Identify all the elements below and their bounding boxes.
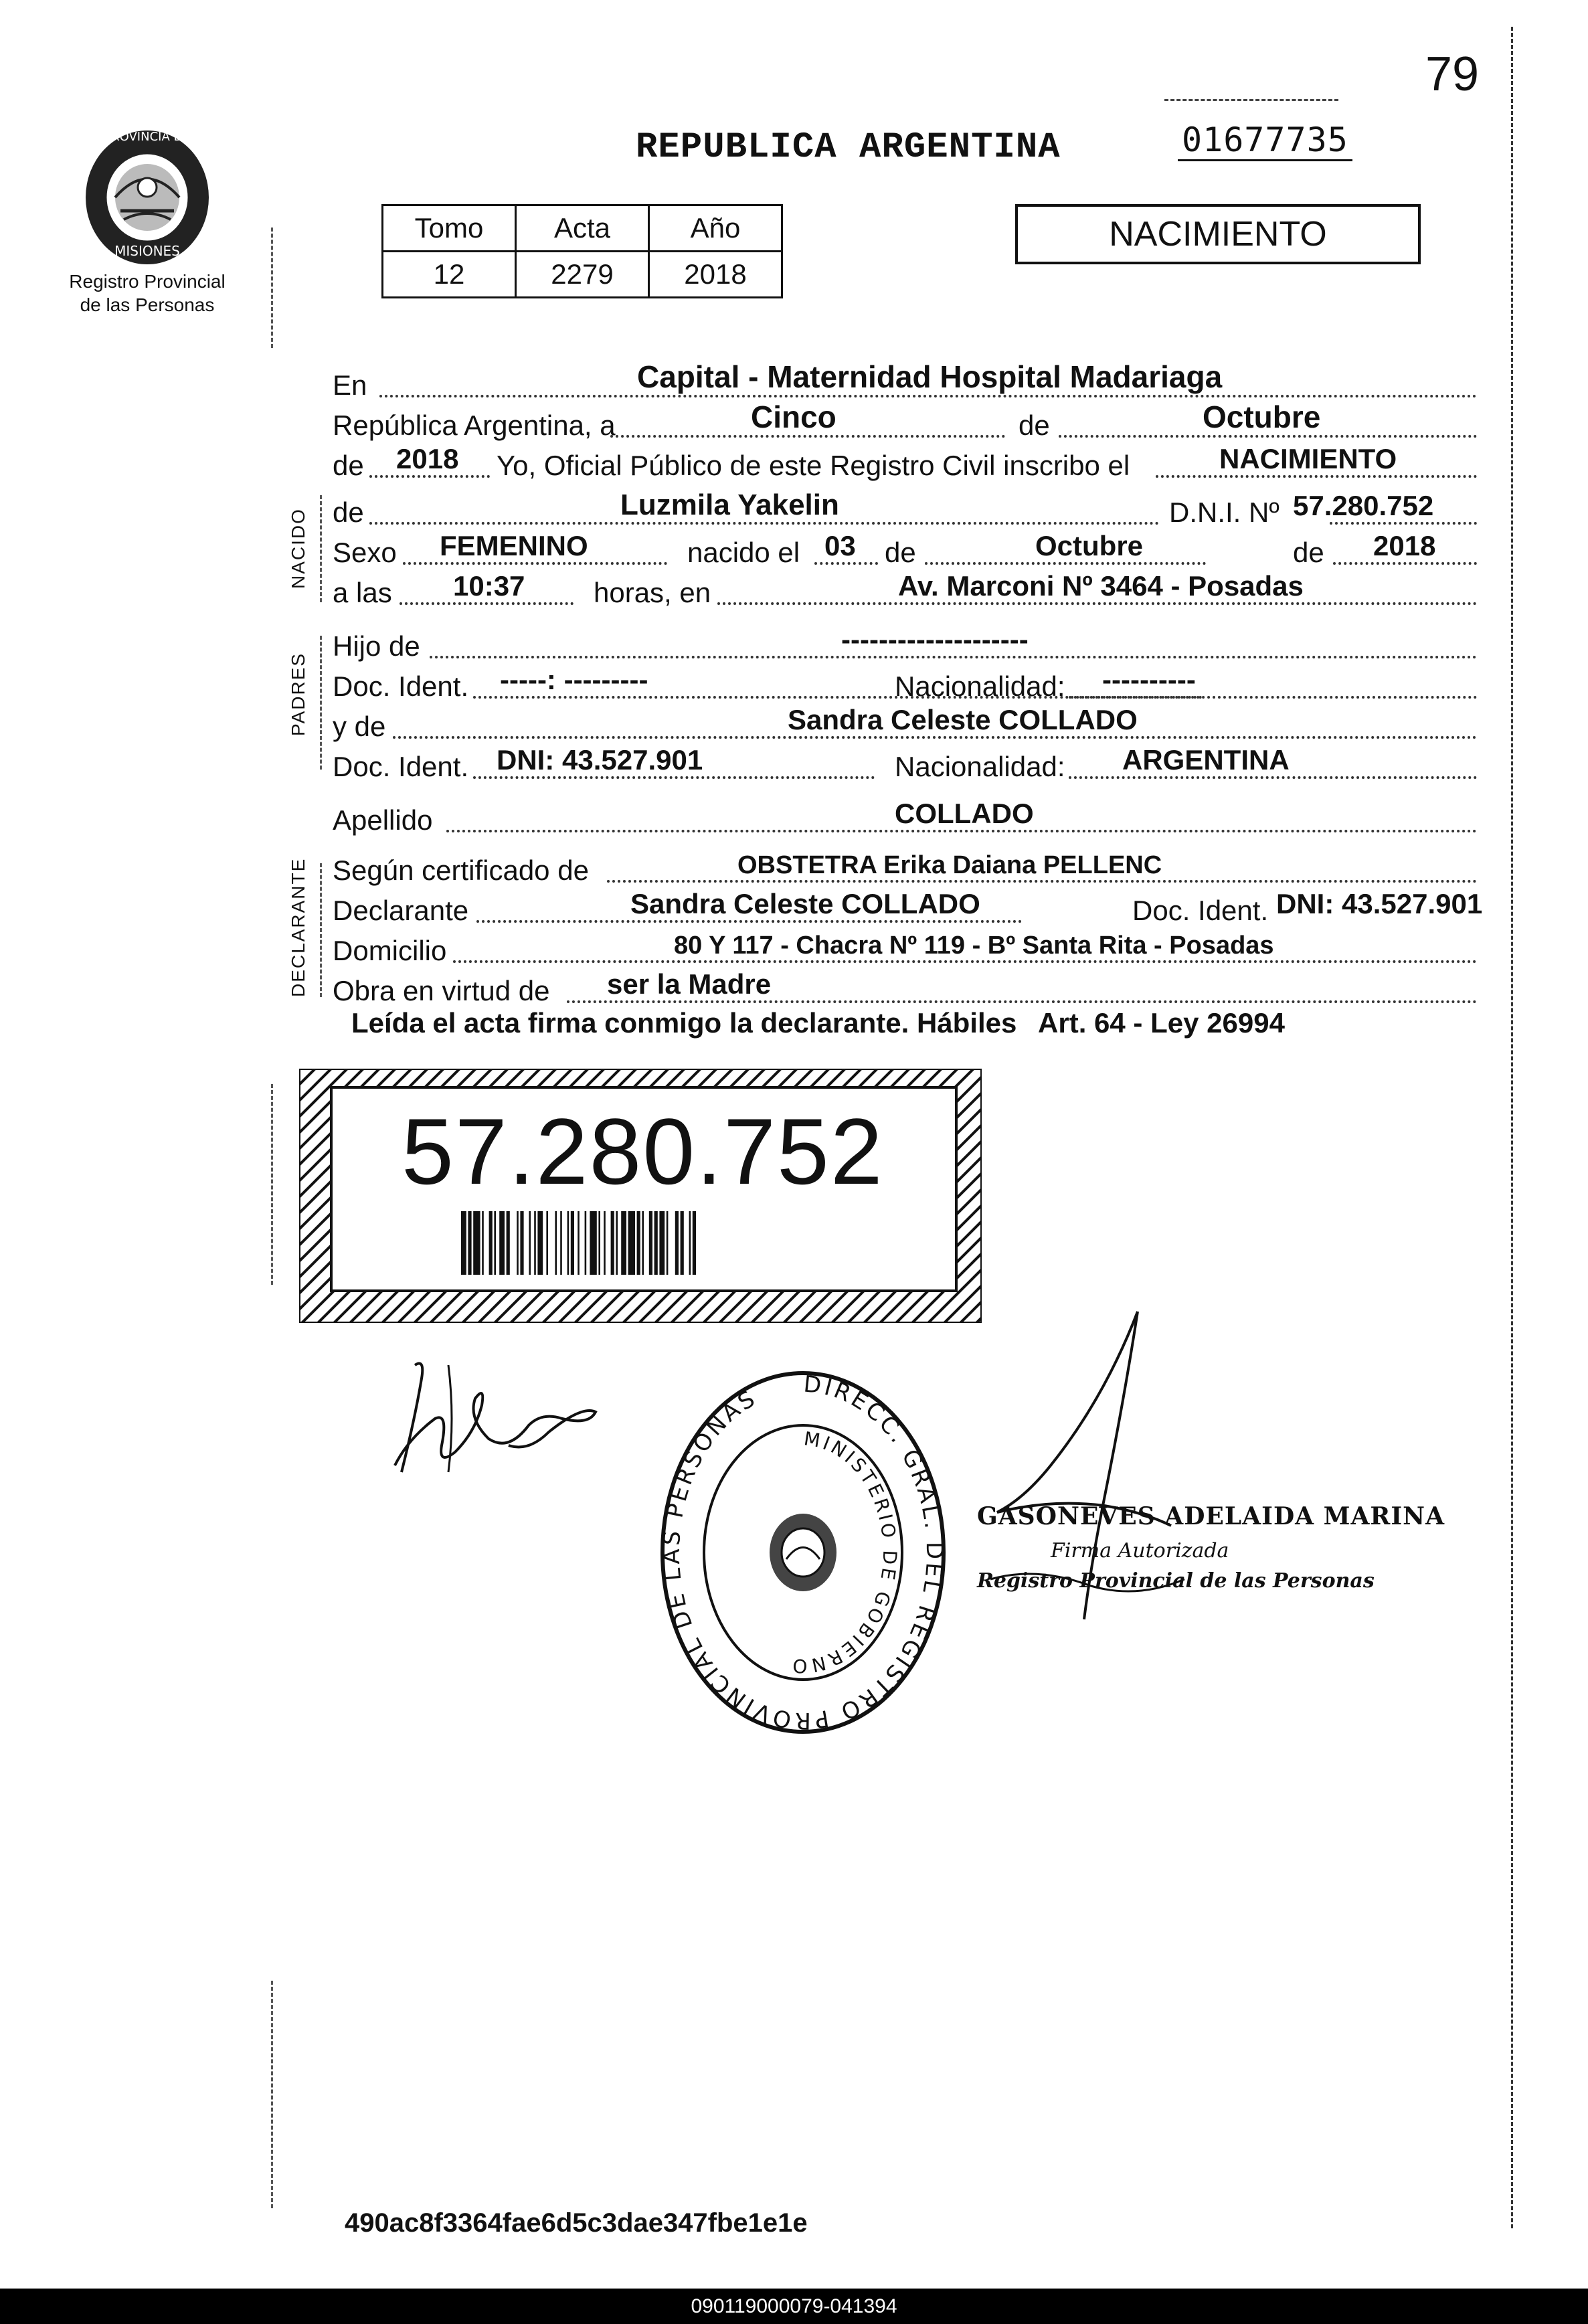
label-declarante: Declarante (333, 895, 469, 926)
label-nacionalidad-mother: Nacionalidad: (895, 751, 1065, 782)
label-nacionalidad-father: Nacionalidad: (895, 671, 1065, 702)
barcode-bar (534, 1211, 536, 1275)
label-nacido-el: nacido el (687, 537, 800, 568)
serial-number: 01677735 (1178, 120, 1352, 161)
dotted-line (1330, 522, 1477, 525)
label-de-month: de (1019, 410, 1050, 441)
barcode-bar (499, 1211, 505, 1275)
value-inscription: NACIMIENTO (1219, 443, 1397, 474)
label-declarant-doc: Doc. Ident. (1132, 895, 1269, 926)
record-type-box: NACIMIENTO (1015, 204, 1421, 264)
value-birth-year: 2018 (1373, 530, 1436, 561)
dotted-line (393, 736, 1477, 739)
barcode-bar (667, 1211, 669, 1275)
value-father-nationality: ---------- (1102, 664, 1196, 695)
form-row-father-doc (333, 662, 1488, 703)
dotted-line (1069, 696, 1477, 699)
dotted-line (430, 656, 1477, 658)
barcode-bar (654, 1211, 658, 1275)
record-table-header-row (383, 205, 782, 252)
label-obra: Obra en virtud de (333, 975, 550, 1006)
org-line-1: Registro Provincial (69, 271, 226, 292)
value-place: Capital - Maternidad Hospital Madariaga (637, 359, 1223, 394)
form-row-address (333, 927, 1488, 967)
form-row-time (333, 569, 1488, 609)
stamp-official-name: GASONEVES ADELAIDA MARINA (977, 1502, 1445, 1530)
barcode-bar (567, 1211, 569, 1275)
record-table-header: Año (649, 205, 782, 252)
seal-inner-text: MINISTERIO DE GOBIERNO (789, 1427, 901, 1678)
signature-official (970, 1298, 1225, 1646)
barcode-bar (681, 1211, 684, 1275)
value-birth-day: 03 (824, 530, 856, 561)
value-certificate-by: OBSTETRA Erika Daiana PELLENC (737, 851, 1162, 879)
left-margin-dash (271, 1084, 273, 1285)
barcode-icon (458, 1211, 833, 1275)
barcode-bar (611, 1211, 614, 1275)
barcode-bar (659, 1211, 665, 1275)
label-republica: República Argentina, a (333, 410, 616, 441)
barcode-bar (649, 1211, 652, 1275)
barcode-bar (555, 1211, 557, 1275)
label-de-birth-1: de (885, 537, 916, 568)
dni-sticker-number: 57.280.752 (402, 1099, 884, 1204)
label-apellido: Apellido (333, 804, 433, 836)
label-y-de: y de (333, 711, 386, 742)
dotted-line (476, 920, 1022, 923)
value-address: 80 Y 117 - Chacra Nº 119 - Bº Santa Rita - Posadas (674, 931, 1274, 960)
label-de-name: de (333, 497, 364, 528)
value-month: Octubre (1203, 399, 1321, 434)
barcode-bar (461, 1211, 466, 1275)
value-declarant: Sandra Celeste COLLADO (630, 888, 980, 919)
value-surname: COLLADO (895, 798, 1034, 829)
dotted-line (1333, 562, 1477, 565)
label-oficial: Yo, Oficial Público de este Registro Civil inscribo el (497, 450, 1130, 481)
barcode-bar (604, 1211, 606, 1275)
barcode-bar (578, 1211, 580, 1275)
country-title: REPUBLICA ARGENTINA (636, 127, 1061, 168)
closing-text: Leída el acta firma conmigo la declarante. Hábiles (351, 1007, 1017, 1039)
side-rule-padres (320, 636, 322, 770)
barcode-bar (621, 1211, 626, 1275)
dotted-line (379, 395, 1477, 397)
label-hijo-de: Hijo de (333, 630, 420, 662)
barcode-bar (489, 1211, 493, 1275)
org-line-2: de las Personas (80, 294, 215, 315)
barcode-bar (520, 1211, 523, 1275)
record-table-value-row (383, 252, 782, 298)
stamp-official-org: Registro Provincial de las Personas (977, 1569, 1375, 1593)
record-table-cell: 2279 (516, 252, 649, 298)
dotted-line (369, 522, 1159, 525)
value-declarant-doc: DNI: 43.527.901 (1276, 888, 1483, 919)
form-row-child-name (333, 488, 1488, 529)
value-birth-time: 10:37 (453, 570, 525, 602)
barcode-bar (494, 1211, 496, 1275)
side-label-declarante: DECLARANTE (288, 857, 308, 997)
official-seal (656, 1365, 950, 1740)
form-row-sex (333, 529, 1488, 569)
page-number: 79 (1425, 48, 1480, 101)
form-row-surname (333, 796, 1488, 836)
form-row-mother-doc (333, 743, 1488, 783)
value-child-name: Luzmila Yakelin (620, 488, 839, 521)
label-horas-en: horas, en (594, 577, 711, 608)
barcode-bar (473, 1211, 480, 1275)
side-label-nacido: NACIDO (288, 508, 308, 589)
label-dni: D.N.I. Nº (1169, 497, 1280, 528)
label-certificado: Según certificado de (333, 855, 589, 886)
form-row-inscription (333, 442, 1488, 482)
value-birth-address: Av. Marconi Nº 3464 - Posadas (898, 570, 1304, 602)
form-row-declarant (333, 887, 1488, 927)
value-father-name: -------------------- (841, 624, 1029, 655)
barcode-bar (482, 1211, 484, 1275)
value-mother-doc: DNI: 43.527.901 (497, 744, 703, 776)
dotted-line (1156, 475, 1477, 478)
value-sex: FEMENINO (440, 530, 588, 561)
value-day-words: Cinco (751, 399, 836, 434)
label-domicilio: Domicilio (333, 935, 447, 966)
record-table (381, 204, 783, 298)
dotted-line (814, 562, 878, 565)
dotted-line (925, 562, 1206, 565)
record-table-header: Acta (516, 205, 649, 252)
closing-law: Art. 64 - Ley 26994 (1038, 1007, 1285, 1039)
form-row-place (333, 361, 1488, 401)
signature-declarant (375, 1338, 629, 1486)
dotted-line (453, 960, 1477, 963)
label-doc-ident-father: Doc. Ident. (333, 671, 469, 702)
form-row-capacity (333, 967, 1488, 1007)
stamp-official-title: Firma Autorizada (1051, 1539, 1229, 1562)
right-edge-rule (1511, 27, 1513, 2228)
left-margin-dash (271, 228, 273, 348)
form-row-father (333, 622, 1488, 662)
value-father-doc: -----: --------- (500, 664, 648, 695)
label-en: En (333, 369, 367, 401)
dotted-line (1059, 435, 1477, 438)
side-rule-nacido (320, 495, 322, 602)
dotted-line (567, 1000, 1477, 1003)
barcode-bar (507, 1211, 510, 1275)
barcode-bar (529, 1211, 531, 1275)
barcode-bar (689, 1211, 691, 1275)
side-label-padres: PADRES (288, 652, 308, 736)
barcode-bar (675, 1211, 679, 1275)
barcode-bar (590, 1211, 596, 1275)
dotted-line (446, 830, 1477, 832)
document-hash: 490ac8f3364fae6d5c3dae347fbe1e1e (345, 2208, 808, 2238)
footer-doc-id: 090119000079-041394 (0, 2289, 1588, 2324)
dotted-line (607, 880, 1477, 883)
label-sexo: Sexo (333, 537, 397, 568)
crest-bottom-text: MISIONES (114, 243, 180, 259)
barcode-bar (560, 1211, 562, 1275)
dotted-line (403, 562, 667, 565)
dotted-line (369, 475, 490, 478)
value-birth-month: Octubre (1035, 530, 1144, 561)
form-row-certificate (333, 846, 1488, 887)
record-table-cell: 2018 (649, 252, 782, 298)
left-margin-dash (271, 1981, 273, 2208)
dotted-line (473, 776, 875, 779)
barcode-bar (616, 1211, 618, 1275)
seal-outer-text: DIRECC. GRAL. DEL REGISTRO PROVINCIAL DE LAS PERSONAS (658, 1370, 948, 1734)
label-year-prefix: de (333, 450, 364, 481)
serial-top-rule (1164, 99, 1338, 101)
crest-top-text: PROVINCIA DE (104, 130, 191, 144)
barcode-bar (693, 1211, 696, 1275)
label-a-las: a las (333, 577, 392, 608)
dotted-line (717, 602, 1477, 605)
barcode-bar (642, 1211, 644, 1275)
barcode-bar (468, 1211, 471, 1275)
dotted-line (610, 435, 1005, 438)
value-capacity: ser la Madre (607, 968, 772, 1000)
barcode-bar (585, 1211, 587, 1275)
barcode-bar (537, 1211, 543, 1275)
value-mother-name: Sandra Celeste COLLADO (788, 704, 1138, 735)
record-table-cell: 12 (383, 252, 516, 298)
provincial-crest-icon (67, 114, 228, 274)
value-child-dni: 57.280.752 (1293, 490, 1434, 521)
dotted-line (400, 602, 574, 605)
barcode-bar (598, 1211, 600, 1275)
label-de-birth-2: de (1293, 537, 1324, 568)
dotted-line (1069, 776, 1477, 779)
closing-statement (351, 1007, 1285, 1039)
side-rule-declarante (320, 863, 322, 997)
barcode-bar (637, 1211, 640, 1275)
form-row-date (333, 401, 1488, 442)
value-mother-nationality: ARGENTINA (1122, 744, 1290, 776)
barcode-bar (628, 1211, 635, 1275)
barcode-bar (546, 1211, 548, 1275)
barcode-bar (571, 1211, 574, 1275)
form-row-mother (333, 703, 1488, 743)
record-table-header: Tomo (383, 205, 516, 252)
barcode-bar (517, 1211, 519, 1275)
label-doc-ident-mother: Doc. Ident. (333, 751, 469, 782)
value-year: 2018 (396, 443, 459, 474)
